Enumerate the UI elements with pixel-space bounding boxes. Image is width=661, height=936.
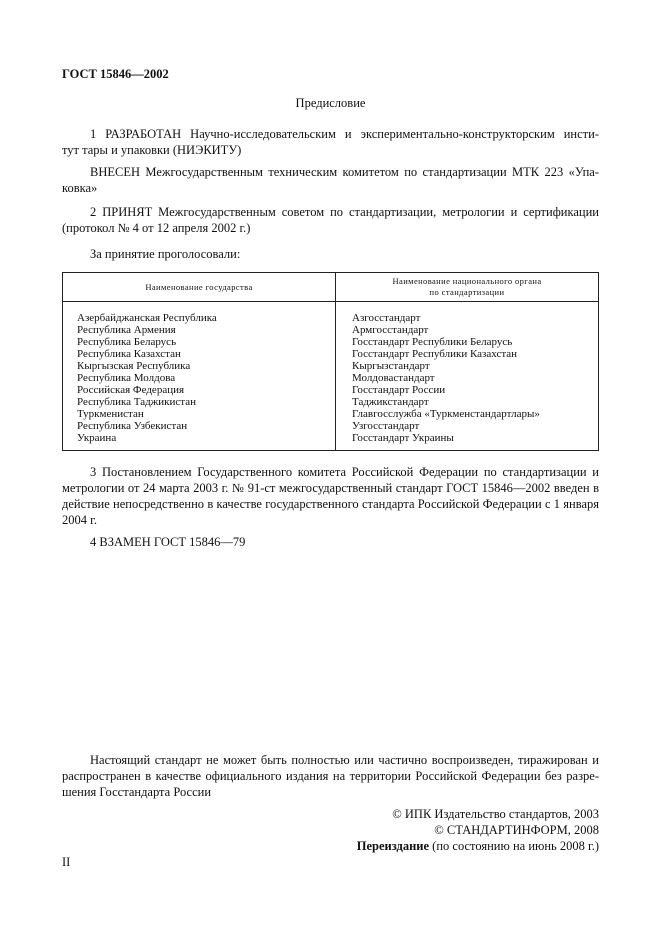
table-header-state: Наименование государства	[63, 273, 336, 302]
body-item: Азгосстандарт	[352, 312, 421, 324]
paragraph-rights-line-2-wrap	[62, 768, 599, 784]
body-item: Армгосстандарт	[352, 324, 429, 336]
paragraph-adopted-line-2: (протокол № 4 от 12 апреля 2002 г.)	[62, 221, 251, 235]
body-item: Главгосслужба «Туркменстандартлары»	[352, 408, 540, 420]
body-item: Госстандарт России	[352, 384, 446, 396]
state-item: Туркменистан	[77, 408, 144, 420]
paragraph-developed	[62, 126, 599, 142]
state-item: Республика Молдова	[77, 372, 176, 384]
reissue-line	[357, 838, 599, 854]
table-header-body	[336, 273, 599, 302]
paragraph-rights-line-3: шения Госстандарта России	[62, 785, 212, 799]
body-item: Кыргызстандарт	[352, 360, 430, 372]
paragraph-resolution-line-4: 2004 г.	[62, 513, 97, 527]
body-item: Госстандарт Республики Казахстан	[352, 348, 518, 360]
paragraph-adopted	[62, 204, 599, 220]
paragraph-replaces: 4 ВЗАМЕН ГОСТ 15846—79	[90, 535, 246, 549]
state-item: Кыргызская Республика	[77, 360, 191, 372]
paragraph-adopted-line-1: 2 ПРИНЯТ Межгосударственным советом по стандартизации, метрологии и сертификации	[90, 205, 599, 219]
paragraph-voted: За принятие проголосовали:	[90, 247, 241, 261]
state-item: Украина	[77, 432, 117, 444]
paragraph-rights-line-2: распространен в качестве официального издания на территории Российской Федерации без разре-	[62, 769, 599, 783]
body-item: Госстандарт Республики Беларусь	[352, 336, 513, 348]
state-item: Российская Федерация	[77, 384, 185, 396]
body-item: Узгосстандарт	[352, 420, 420, 432]
state-item: Азербайджанская Республика	[77, 312, 217, 324]
state-item: Республика Казахстан	[77, 348, 181, 360]
paragraph-resolution	[62, 464, 599, 480]
body-item: Таджикстандарт	[352, 396, 429, 408]
copyright-line-1: © ИПК Издательство стандартов, 2003	[392, 807, 599, 821]
paragraph-rights-line-1: Настоящий стандарт не может быть полностью или частично воспроизведен, тиражирован и	[90, 753, 599, 767]
paragraph-resolution-line-2: метрологии от 24 марта 2003 г. № 91-ст межгосударственный стандарт ГОСТ 15846—2002 введен в	[62, 481, 599, 495]
reissue-date: (по состоянию на июнь 2008 г.)	[429, 839, 599, 853]
table-header-body-line-2: по стандартизации	[429, 287, 505, 297]
copyright-line-2: © СТАНДАРТИНФОРМ, 2008	[434, 823, 599, 837]
page-number: II	[62, 855, 71, 869]
table-header-body-line-1: Наименование национального органа	[392, 276, 542, 286]
state-item: Республика Армения	[77, 324, 176, 336]
paragraph-resolution-line-1: 3 Постановлением Государственного комитета Российской Федерации по стандартизации и	[90, 465, 599, 479]
paragraph-resolution-line-2-wrap	[62, 480, 599, 496]
paragraph-introduced	[62, 164, 599, 180]
state-item: Республика Таджикистан	[77, 396, 196, 408]
copyright-block	[357, 806, 599, 854]
document-code: ГОСТ 15846—2002	[62, 67, 169, 81]
body-item: Молдовастандарт	[352, 372, 435, 384]
state-item: Республика Узбекистан	[77, 420, 188, 432]
state-item: Республика Беларусь	[77, 336, 177, 348]
voting-table	[62, 272, 599, 451]
paragraph-resolution-line-3: действие непосредственно в качестве государственного стандарта Российской Федерации с 1 января	[62, 497, 599, 511]
paragraph-developed-line-2: тут тары и упаковки (НИЭКИТУ)	[62, 143, 242, 157]
foreword-title: Предисловие	[295, 96, 366, 110]
body-item: Госстандарт Украины	[352, 432, 454, 444]
paragraph-developed-line-1: 1 РАЗРАБОТАН Научно-исследовательским и экспериментально-конструкторским инсти-	[90, 127, 599, 141]
paragraph-rights	[62, 752, 599, 768]
states-column	[63, 302, 336, 451]
reissue-label: Переиздание	[356, 839, 430, 853]
paragraph-introduced-line-1: ВНЕСЕН Межгосударственным техническим комитетом по стандартизации МТК 223 «Упа-	[90, 165, 599, 179]
bodies-column	[336, 302, 599, 451]
paragraph-resolution-line-3-wrap	[62, 496, 599, 512]
paragraph-introduced-line-2: ковка»	[62, 181, 98, 195]
